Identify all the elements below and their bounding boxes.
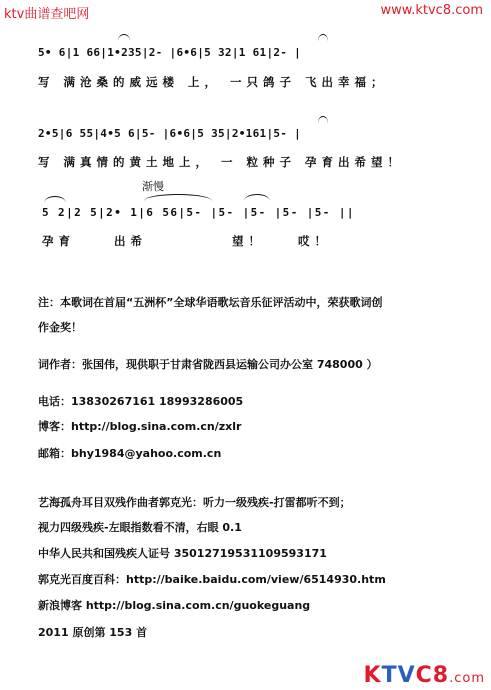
baike-info: 郭克光百度百科：http://baike.baidu.com/view/6514930.htm <box>38 573 386 586</box>
score-notes-row-3: 5 2|2 5|2• 1|6 56|5- |5- |5- |5- |5- || <box>42 206 355 219</box>
lyricist-info: 词作者：张国伟，现供职于甘肃省陇西县运输公司办公室 748000 ） <box>38 358 378 371</box>
site-watermark-right: www.ktvc8.com <box>380 3 483 18</box>
certificate-info: 中华人民共和国残疾人证号 350127195311095931​71 <box>38 547 327 560</box>
vision-info: 视力四级残疾-左眼指数看不清，右眼 0.1 <box>38 521 242 534</box>
phone-info: 电话：13830267161 18993286005 <box>38 395 244 408</box>
sina-blog-info: 新浪博客 http://blog.sina.com.cn/guokeguang <box>38 599 311 612</box>
score-lyric-1: 孕育 <box>42 234 75 248</box>
logo-part-tv: TV <box>381 663 416 688</box>
site-logo <box>364 663 485 688</box>
email-info: 邮箱：bhy1984@yahoo.com.cn <box>38 447 222 460</box>
site-watermark-left: ktv曲谱查吧网 <box>4 7 90 22</box>
score-notes-row-1: 5• 6|1 66|1•235|2- |6•6|5 32|1 61|2- | <box>38 46 302 59</box>
tie-mark <box>318 34 328 41</box>
score-lyrics-row-1: 写 满沧桑的威远楼 上， 一只鸽子 飞出幸福； <box>38 75 388 89</box>
award-note-line-2: 作金奖！ <box>38 321 82 334</box>
award-note-line-1: 注：本歌词在首届“五洲杯”全球华语歌坛音乐征评活动中，荣获歌词创 <box>38 296 383 309</box>
slur-mark <box>44 196 66 203</box>
blog-info: 博客：http://blog.sina.com.cn/zxlr <box>38 420 242 433</box>
logo-part-k: K <box>363 663 382 688</box>
tempo-mark: 渐慢 <box>142 180 164 193</box>
slur-mark <box>244 194 270 201</box>
logo-part-c8: C8 <box>415 663 450 688</box>
score-lyrics-row-2: 写 满真情的黄土地上， 一 粒种子 孕育出希望！ <box>38 155 405 169</box>
score-lyric-2: 出希 <box>114 234 147 248</box>
score-lyric-4: 哎！ <box>298 234 331 248</box>
work-count-info: 2011 原创第 153 首 <box>38 626 148 639</box>
slur-mark <box>144 194 212 201</box>
logo-part-com: .com <box>449 671 485 686</box>
score-lyric-3: 望！ <box>232 234 265 248</box>
tie-mark <box>118 34 130 41</box>
composer-info: 艺海孤舟耳目双残作曲者郭克光：听力一级残疾-打雷都听不到； <box>38 496 351 509</box>
tie-mark <box>318 116 328 123</box>
score-notes-row-2: 2•5|6 55|4•5 6|5- |6•6|5 35|2•161|5- | <box>38 127 302 140</box>
